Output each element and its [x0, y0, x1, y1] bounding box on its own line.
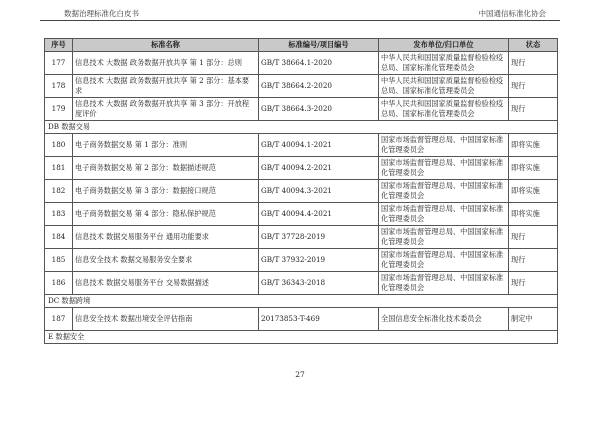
table-row: [45, 308, 558, 331]
table-row: [45, 249, 558, 272]
cell-org: 中华人民共和国国家质量监督检验检疫总局、国家标准化管理委员会: [379, 75, 509, 98]
cell-code: GB/T 38664.2-2020: [259, 75, 379, 98]
cell-name: 信息技术 数据交易服务平台 通用功能要求: [73, 226, 259, 249]
cell-no: 181: [45, 157, 73, 180]
cell-code: GB/T 38664.1-2020: [259, 52, 379, 75]
cell-name: 信息安全技术 数据交易服务安全要求: [73, 249, 259, 272]
cell-no: 177: [45, 52, 73, 75]
cell-name: 电子商务数据交易 第 1 部分：准则: [73, 134, 259, 157]
table-row: [45, 203, 558, 226]
cell-org: 国家市场监督管理总局、中国国家标准化管理委员会: [379, 180, 509, 203]
cell-org: 国家市场监督管理总局、中国国家标准化管理委员会: [379, 249, 509, 272]
section-row: [45, 121, 558, 134]
cell-org: 国家市场监督管理总局、中国国家标准化管理委员会: [379, 272, 509, 295]
cell-status: 现行: [509, 249, 558, 272]
cell-status: 现行: [509, 75, 558, 98]
cell-org: 国家市场监督管理总局、中国国家标准化管理委员会: [379, 134, 509, 157]
cell-code: GB/T 36343-2018: [259, 272, 379, 295]
cell-name: 信息安全技术 数据出境安全评估指南: [73, 308, 259, 331]
cell-org: 国家市场监督管理总局、中国国家标准化管理委员会: [379, 226, 509, 249]
table-row: [45, 98, 558, 121]
cell-status: 即将实施: [509, 157, 558, 180]
cell-status: 现行: [509, 272, 558, 295]
header-left-title: 数据治理标准化白皮书: [64, 9, 139, 18]
table-row: [45, 180, 558, 203]
table-row: [45, 157, 558, 180]
cell-status: 即将实施: [509, 203, 558, 226]
cell-status: 即将实施: [509, 134, 558, 157]
cell-code: GB/T 37932-2019: [259, 249, 379, 272]
table-row: [45, 75, 558, 98]
col-header-no: 序号: [45, 39, 73, 52]
cell-no: 179: [45, 98, 73, 121]
cell-no: 186: [45, 272, 73, 295]
cell-code: 20173853-T-469: [259, 308, 379, 331]
section-row: [45, 295, 558, 308]
cell-code: GB/T 37728-2019: [259, 226, 379, 249]
page-header: [40, 6, 560, 21]
header-right-org: 中国通信标准化协会: [478, 9, 546, 18]
cell-code: GB/T 40094.2-2021: [259, 157, 379, 180]
cell-no: 180: [45, 134, 73, 157]
cell-no: 182: [45, 180, 73, 203]
cell-code: GB/T 40094.3-2021: [259, 180, 379, 203]
cell-name: 电子商务数据交易 第 4 部分：隐私保护规范: [73, 203, 259, 226]
cell-name: 信息技术 大数据 政务数据开放共享 第 2 部分：基本要求: [73, 75, 259, 98]
cell-no: 178: [45, 75, 73, 98]
standards-table: [44, 38, 558, 344]
section-label: DB 数据交易: [45, 121, 558, 134]
page-number: 27: [295, 370, 305, 379]
col-header-name: 标准名称: [73, 39, 259, 52]
cell-org: 中华人民共和国国家质量监督检验检疫总局、国家标准化管理委员会: [379, 52, 509, 75]
cell-name: 信息技术 数据交易服务平台 交易数据描述: [73, 272, 259, 295]
table-body: [45, 52, 558, 344]
cell-org: 全国信息安全标准化技术委员会: [379, 308, 509, 331]
cell-org: 中华人民共和国国家质量监督检验检疫总局、国家标准化管理委员会: [379, 98, 509, 121]
cell-code: GB/T 40094.4-2021: [259, 203, 379, 226]
table-row: [45, 272, 558, 295]
cell-no: 187: [45, 308, 73, 331]
section-row: [45, 331, 558, 344]
cell-no: 185: [45, 249, 73, 272]
cell-status: 即将实施: [509, 180, 558, 203]
cell-code: GB/T 38664.3-2020: [259, 98, 379, 121]
cell-name: 电子商务数据交易 第 2 部分：数据描述规范: [73, 157, 259, 180]
section-label: DC 数据跨境: [45, 295, 558, 308]
cell-no: 184: [45, 226, 73, 249]
col-header-org: 发布单位/归口单位: [379, 39, 509, 52]
table-row: [45, 134, 558, 157]
section-label: E 数据安全: [45, 331, 558, 344]
cell-name: 信息技术 大数据 政务数据开放共享 第 3 部分：开放程度评价: [73, 98, 259, 121]
cell-status: 现行: [509, 98, 558, 121]
cell-status: 现行: [509, 52, 558, 75]
cell-status: 现行: [509, 226, 558, 249]
cell-no: 183: [45, 203, 73, 226]
col-header-code: 标准编号/项目编号: [259, 39, 379, 52]
cell-name: 信息技术 大数据 政务数据开放共享 第 1 部分：总则: [73, 52, 259, 75]
table-row: [45, 226, 558, 249]
cell-org: 国家市场监督管理总局、中国国家标准化管理委员会: [379, 157, 509, 180]
cell-name: 电子商务数据交易 第 3 部分：数据接口规范: [73, 180, 259, 203]
cell-code: GB/T 40094.1-2021: [259, 134, 379, 157]
cell-status: 制定中: [509, 308, 558, 331]
table-row: [45, 52, 558, 75]
table-header-row: [45, 39, 558, 52]
cell-org: 国家市场监督管理总局、中国国家标准化管理委员会: [379, 203, 509, 226]
col-header-status: 状态: [509, 39, 558, 52]
